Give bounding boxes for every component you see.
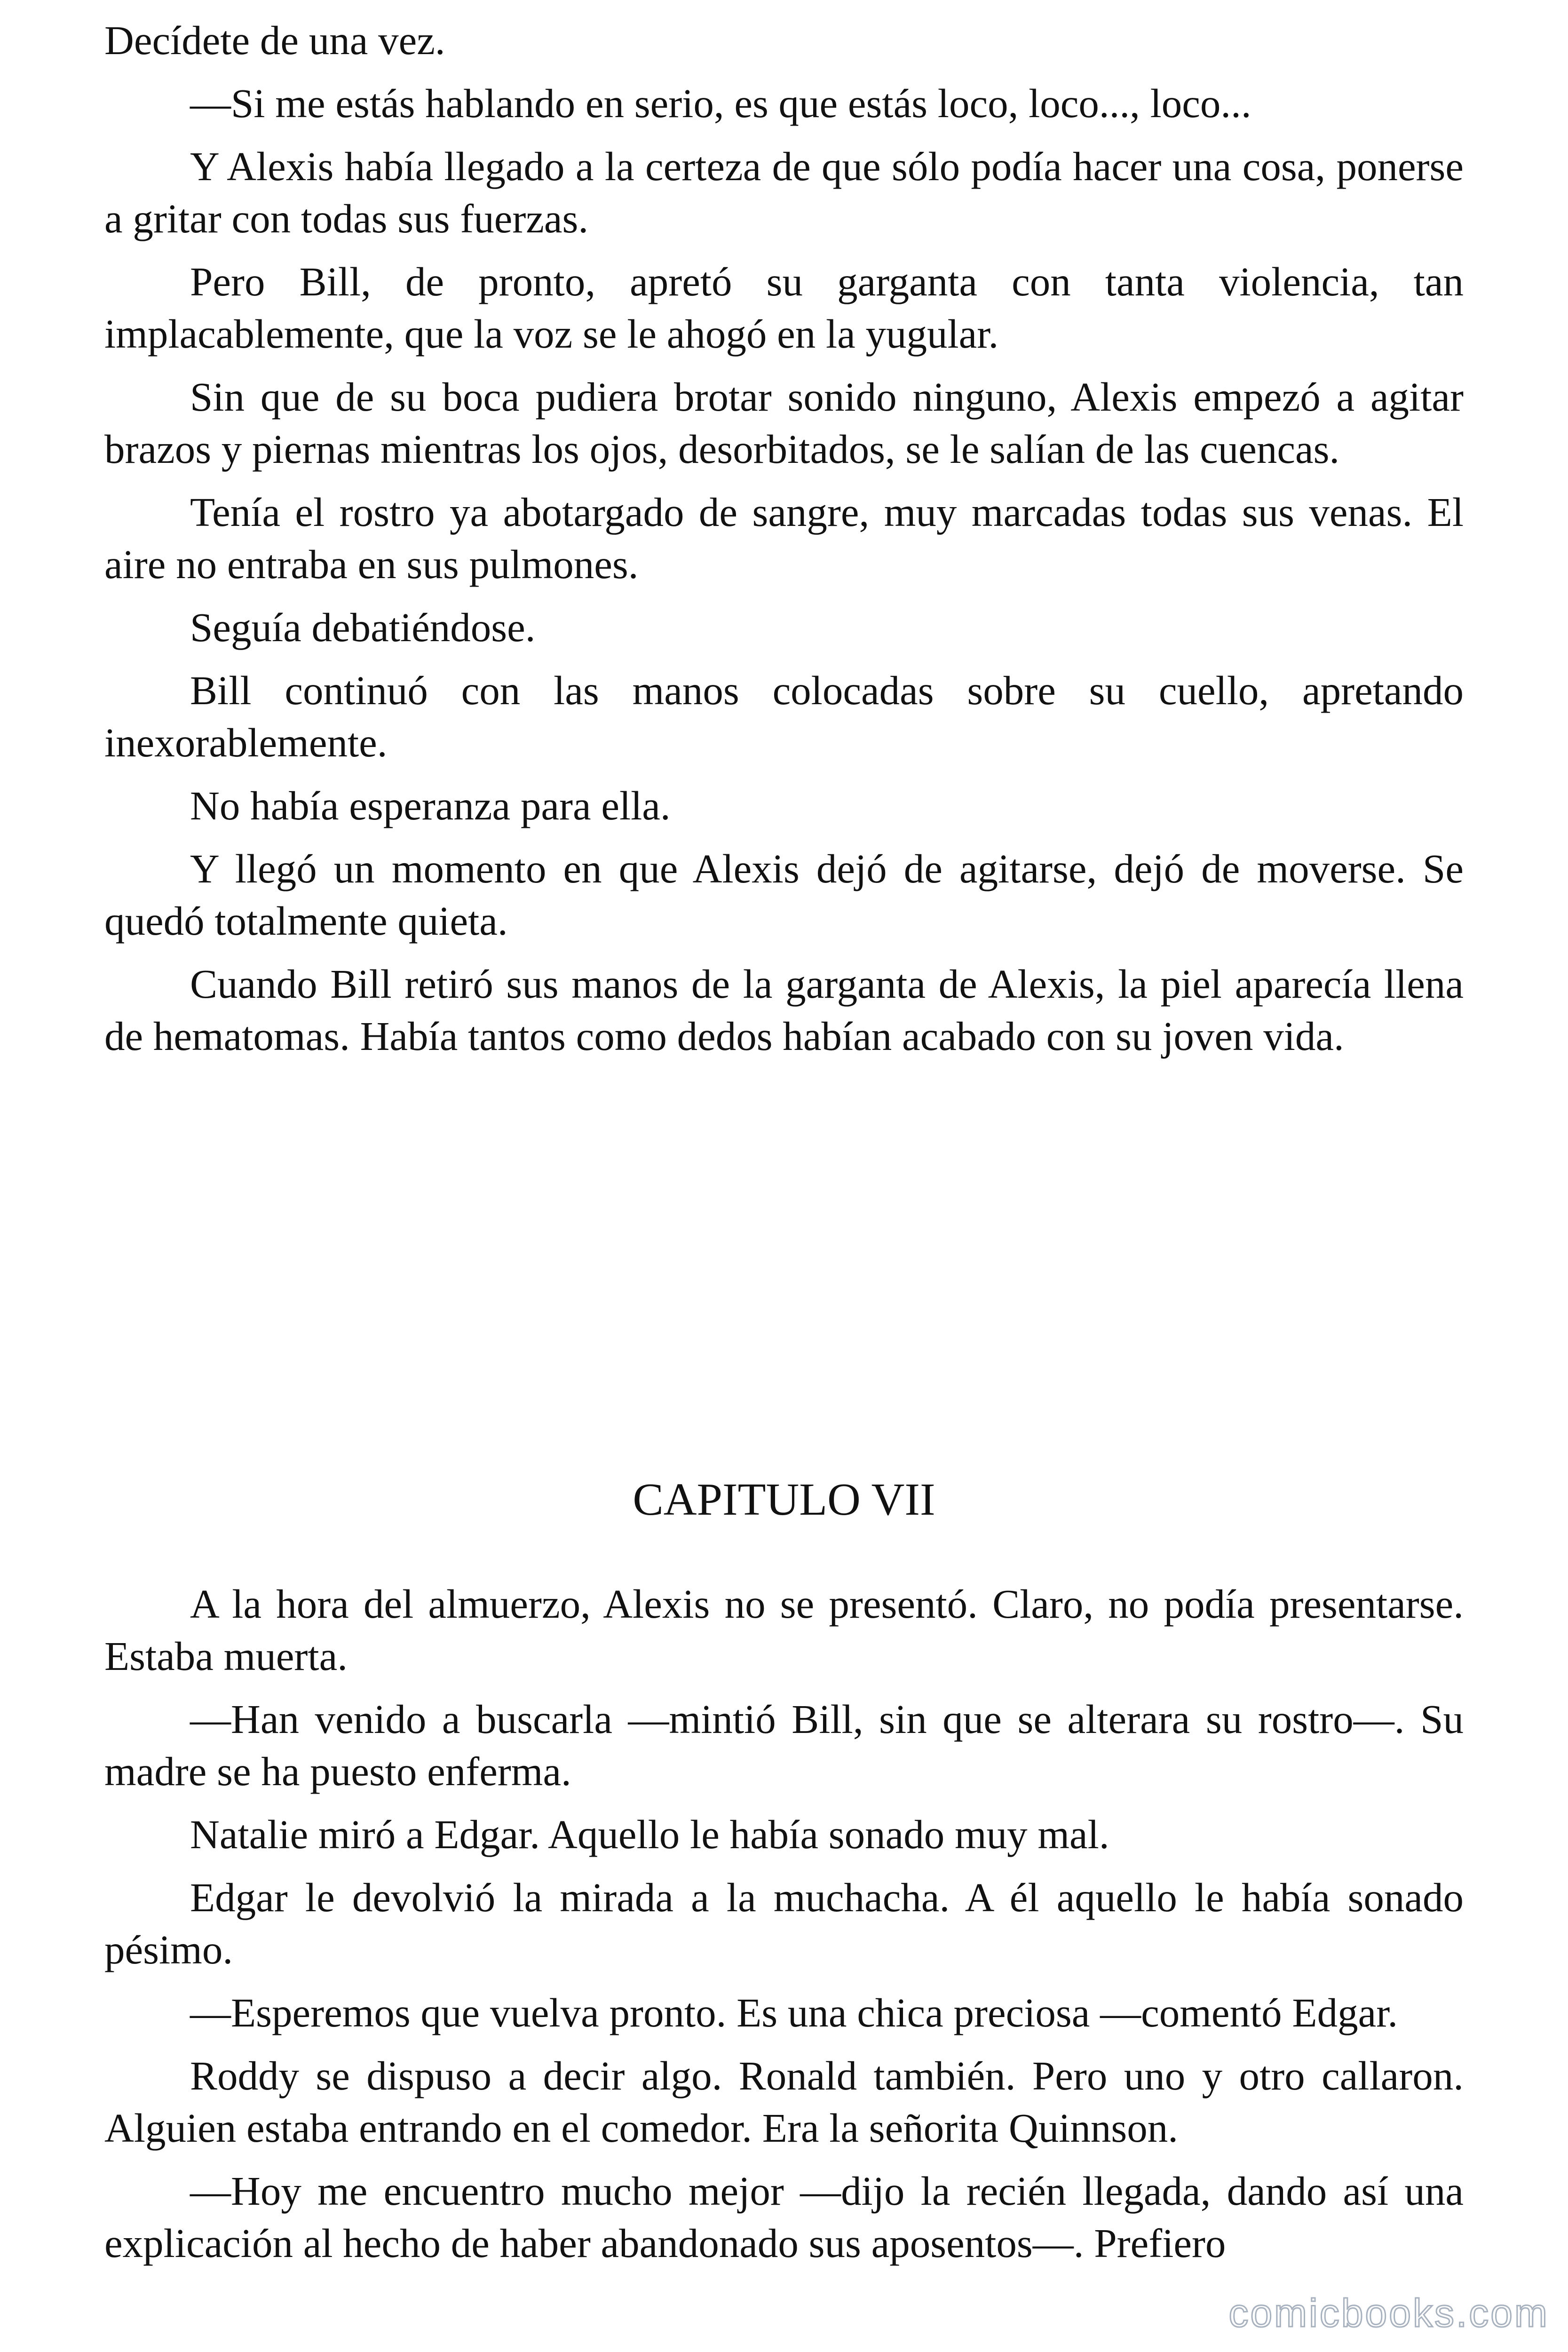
- paragraph: Cuando Bill retiró sus manos de la garganta de Alexis, la piel aparecía llena de hematomas. Había tantos como dedos habían acabado con su joven vida.: [104, 961, 1464, 1059]
- text-section-chapter-vii: [104, 1578, 1464, 2280]
- paragraph: —Han venido a buscarla —mintió Bill, sin que se alterara su rostro—. Su madre se ha puesto enferma.: [104, 1696, 1464, 1794]
- paragraph: Y llegó un momento en que Alexis dejó de agitarse, dejó de moverse. Se quedó totalmente quieta.: [104, 846, 1464, 944]
- paragraph: A la hora del almuerzo, Alexis no se presentó. Claro, no podía presentarse. Estaba muerta.: [104, 1581, 1464, 1679]
- paragraph: Roddy se dispuso a decir algo. Ronald también. Pero uno y otro callaron. Alguien estaba entrando en el comedor. Era la señorita Quinnson.: [104, 2053, 1464, 2151]
- text-section-before-chapter: [104, 14, 1464, 1073]
- paragraph: —Esperemos que vuelva pronto. Es una chica preciosa —comentó Edgar.: [190, 1990, 1398, 2035]
- paragraph: —Hoy me encuentro mucho mejor —dijo la recién llegada, dando así una explicación al hecho de haber abandonado sus aposentos—. Prefiero: [104, 2168, 1464, 2266]
- paragraph: Pero Bill, de pronto, apretó su garganta con tanta violencia, tan implacablemente, que la voz se le ahogó en la yugular.: [104, 259, 1464, 357]
- paragraph: Decídete de una vez.: [104, 17, 445, 63]
- paragraph: Y Alexis había llegado a la certeza de que sólo podía hacer una cosa, ponerse a gritar con todas sus fuerzas.: [104, 143, 1464, 241]
- watermark: comicbooks.com: [1228, 2291, 1549, 2335]
- chapter-title: CAPITULO VII: [633, 1474, 935, 1525]
- paragraph: —Si me estás hablando en serio, es que estás loco, loco..., loco...: [190, 80, 1251, 126]
- paragraph: Sin que de su boca pudiera brotar sonido ninguno, Alexis empezó a agitar brazos y piernas mientras los ojos, desorbitados, se le salían de las cuencas.: [104, 374, 1464, 472]
- paragraph: Bill continuó con las manos colocadas sobre su cuello, apretando inexorablemente.: [104, 667, 1464, 765]
- paragraph: Edgar le devolvió la mirada a la muchacha. A él aquello le había sonado pésimo.: [104, 1875, 1464, 1972]
- paragraph: Seguía debatiéndose.: [190, 604, 536, 650]
- paragraph: Tenía el rostro ya abotargado de sangre, muy marcadas todas sus venas. El aire no entraba en sus pulmones.: [104, 489, 1464, 587]
- paragraph: No había esperanza para ella.: [190, 783, 671, 828]
- paragraph: Natalie miró a Edgar. Aquello le había sonado muy mal.: [190, 1812, 1109, 1857]
